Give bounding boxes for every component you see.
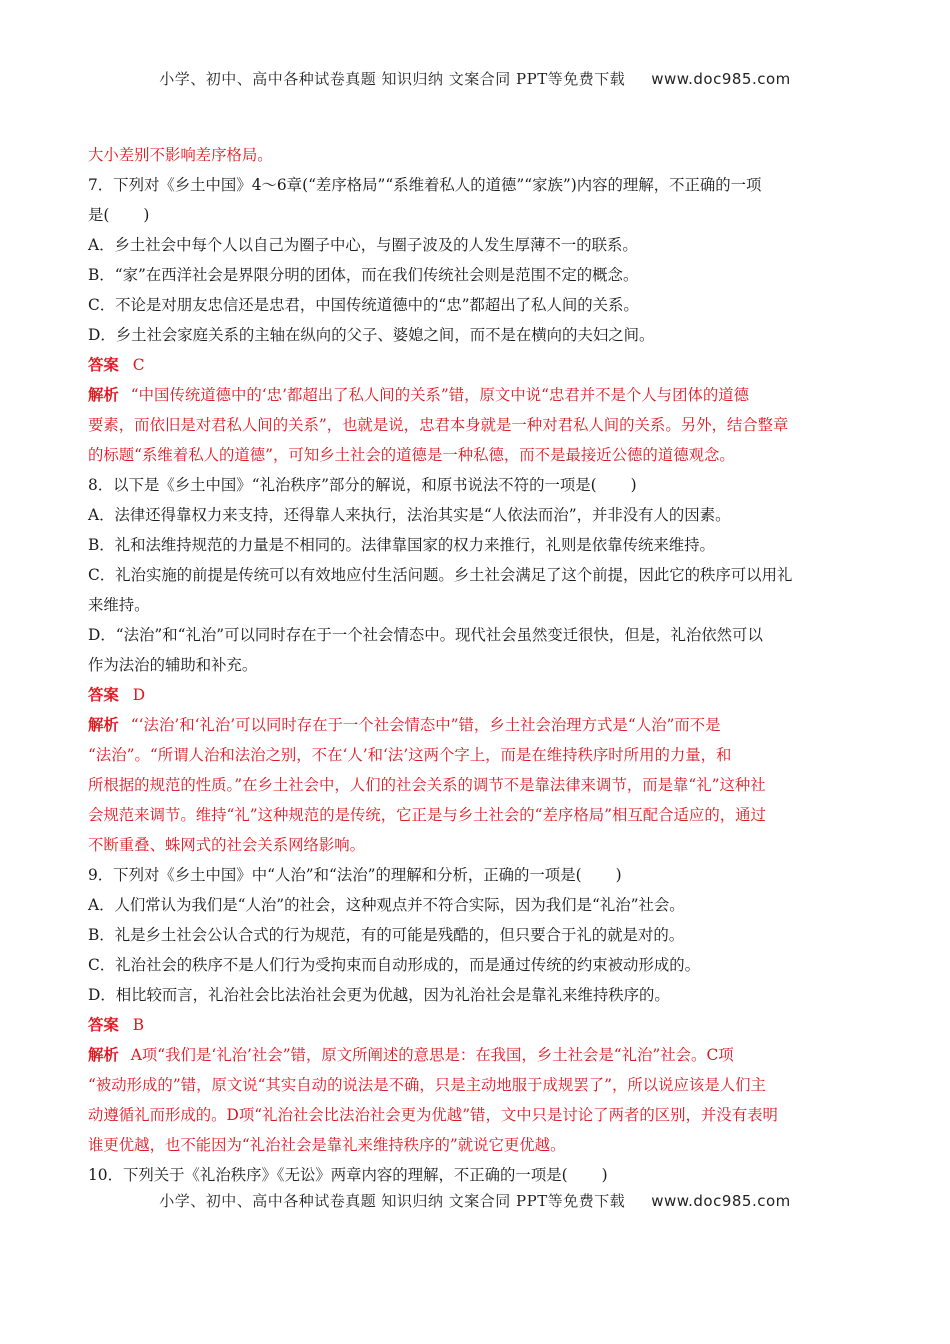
footer-url[interactable]: www.doc985.com [651, 1192, 791, 1210]
question-9 [88, 860, 868, 1160]
q8-explanation-line-1 [88, 710, 868, 740]
q8-explanation-line-4: 会规范来调节。维持“礼”这种规范的是传统，它正是与乡土社会的“差序格局”相互配合适应的，通过 [88, 806, 766, 824]
answer-value: B [132, 1016, 145, 1034]
q8-explanation-line-2: “法治”。“所谓人治和法治之别，不在‘人’和‘法’这两个字上，而是在维持秩序时所用的力量，和 [88, 746, 732, 764]
question-7 [88, 170, 868, 470]
q7-stem-open: 是( [88, 206, 110, 224]
answer-value: C [132, 356, 145, 374]
q7-stem-line-2 [88, 200, 868, 230]
q8-option-d-line-1: D．“法治”和“礼治”可以同时存在于一个社会情态中。现代社会虽然变迁很快，但是，礼治依然可以 [88, 626, 763, 644]
q9-explanation-line-1 [88, 1040, 868, 1070]
q7-option-a: A．乡土社会中每个人以自己为圈子中心，与圈子波及的人发生厚薄不一的联系。 [88, 236, 638, 254]
q9-answer [88, 1010, 868, 1040]
q8-stem-open: 8．以下是《乡土中国》“礼治秩序”部分的解说，和原书说法不符的一项是( [88, 476, 597, 494]
q7-answer [88, 350, 868, 380]
q9-explanation-line-2: “被动形成的”错，原文说“其实自动的说法是不确，只是主动地服于成规罢了”，所以说应该是人们主 [88, 1076, 766, 1094]
q7-option-c: C．不论是对朋友忠信还是忠君，中国传统道德中的“忠”都超出了私人间的关系。 [88, 296, 639, 314]
q7-stem-close: ) [143, 206, 150, 224]
q9-stem-open: 9．下列对《乡土中国》中“人治”和“法治”的理解和分析，正确的一项是( [88, 866, 582, 884]
question-10 [88, 1160, 868, 1190]
answer-label: 答案 [88, 686, 119, 704]
q9-option-d: D．相比较而言，礼治社会比法治社会更为优越，因为礼治社会是靠礼来维持秩序的。 [88, 986, 670, 1004]
explain-label: 解析 [88, 386, 119, 404]
q9-explanation-line-3: 动遵循礼而形成的。D项“礼治社会比法治社会更为优越”错，文中只是讨论了两者的区别，并没有表明 [88, 1106, 778, 1124]
q9-stem-line-1 [88, 860, 868, 890]
question-8 [88, 470, 868, 860]
page-footer [0, 1190, 950, 1211]
q8-option-b: B．礼和法维持规范的力量是不相同的。法律靠国家的权力来推行，礼则是依靠传统来维持。 [88, 536, 715, 554]
footer-text: 小学、初中、高中各种试卷真题 知识归纳 文案合同 PPT等免费下载 [159, 1192, 626, 1210]
q7-option-d: D．乡土社会家庭关系的主轴在纵向的父子、婆媳之间，而不是在横向的夫妇之间。 [88, 326, 655, 344]
q7-explanation-line-3: 的标题“系维着私人的道德”，可知乡土社会的道德是一种私德，而不是最接近公德的道德观念。 [88, 446, 735, 464]
q8-option-c-line-1: C．礼治实施的前提是传统可以有效地应付生活问题。乡土社会满足了这个前提，因此它的秩序可以用礼 [88, 566, 793, 584]
q7-option-b: B．“家”在西洋社会是界限分明的团体，而在我们传统社会则是范围不定的概念。 [88, 266, 639, 284]
q9-option-a: A．人们常认为我们是“人治”的社会，这种观点并不符合实际，因为我们是“礼治”社会。 [88, 896, 685, 914]
q9-option-b: B．礼是乡土社会公认合式的行为规范，有的可能是残酷的，但只要合于礼的就是对的。 [88, 926, 685, 944]
q7-explanation-line-1 [88, 380, 868, 410]
q10-stem-line-1 [88, 1160, 868, 1190]
q8-option-c-line-2: 来维持。 [88, 596, 150, 614]
header-url[interactable]: www.doc985.com [651, 70, 791, 88]
q10-stem-close: ) [601, 1166, 608, 1184]
q10-stem-open: 10．下列关于《礼治秩序》《无讼》两章内容的理解，不正确的一项是( [88, 1166, 568, 1184]
q9-explanation-line-4: 谁更优越，也不能因为“礼治社会是靠礼来维持秩序的”就说它更优越。 [88, 1136, 566, 1154]
explain-label: 解析 [88, 716, 119, 734]
q8-explanation-line-3: 所根据的规范的性质。”在乡土社会中，人们的社会关系的调节不是靠法律来调节，而是靠“礼”这种社 [88, 776, 766, 794]
page-content [88, 140, 868, 1190]
q7-stem-line-1: 7．下列对《乡土中国》4～6章(“差序格局”“系维着私人的道德”“家族”)内容的理解，不正确的一项 [88, 176, 762, 194]
q9-exp-text-1: A项“我们是‘礼治’社会”错，原文所阐述的意思是：在我国，乡土社会是“礼治”社会。C项 [130, 1046, 734, 1064]
answer-label: 答案 [88, 356, 119, 374]
q8-exp-text-1: “‘法治’和‘礼治’可以同时存在于一个社会情态中”错，乡土社会治理方式是“人治”而不是 [130, 716, 721, 734]
q8-answer [88, 680, 868, 710]
answer-value: D [132, 686, 146, 704]
page-header [0, 68, 950, 89]
lead-line: 大小差别不影响差序格局。 [88, 146, 273, 164]
q9-option-c: C．礼治社会的秩序不是人们行为受拘束而自动形成的，而是通过传统的约束被动形成的。 [88, 956, 701, 974]
q8-option-a: A．法律还得靠权力来支持，还得靠人来执行，法治其实是“人依法而治”，并非没有人的因素。 [88, 506, 731, 524]
q9-stem-close: ) [615, 866, 622, 884]
q8-stem-line-1 [88, 470, 868, 500]
answer-label: 答案 [88, 1016, 119, 1034]
q7-explanation-line-2: 要素，而依旧是对君私人间的关系”，也就是说，忠君本身就是一种对君私人间的关系。另外，结合整章 [88, 416, 789, 434]
q8-stem-close: ) [630, 476, 637, 494]
q8-option-d-line-2: 作为法治的辅助和补充。 [88, 656, 258, 674]
q8-explanation-line-5: 不断重叠、蛛网式的社会关系网络影响。 [88, 836, 366, 854]
q7-exp-text-1: “中国传统道德中的‘忠’都超出了私人间的关系”错，原文中说“忠君并不是个人与团体的道德 [130, 386, 750, 404]
explain-label: 解析 [88, 1046, 119, 1064]
header-text: 小学、初中、高中各种试卷真题 知识归纳 文案合同 PPT等免费下载 [159, 70, 626, 88]
